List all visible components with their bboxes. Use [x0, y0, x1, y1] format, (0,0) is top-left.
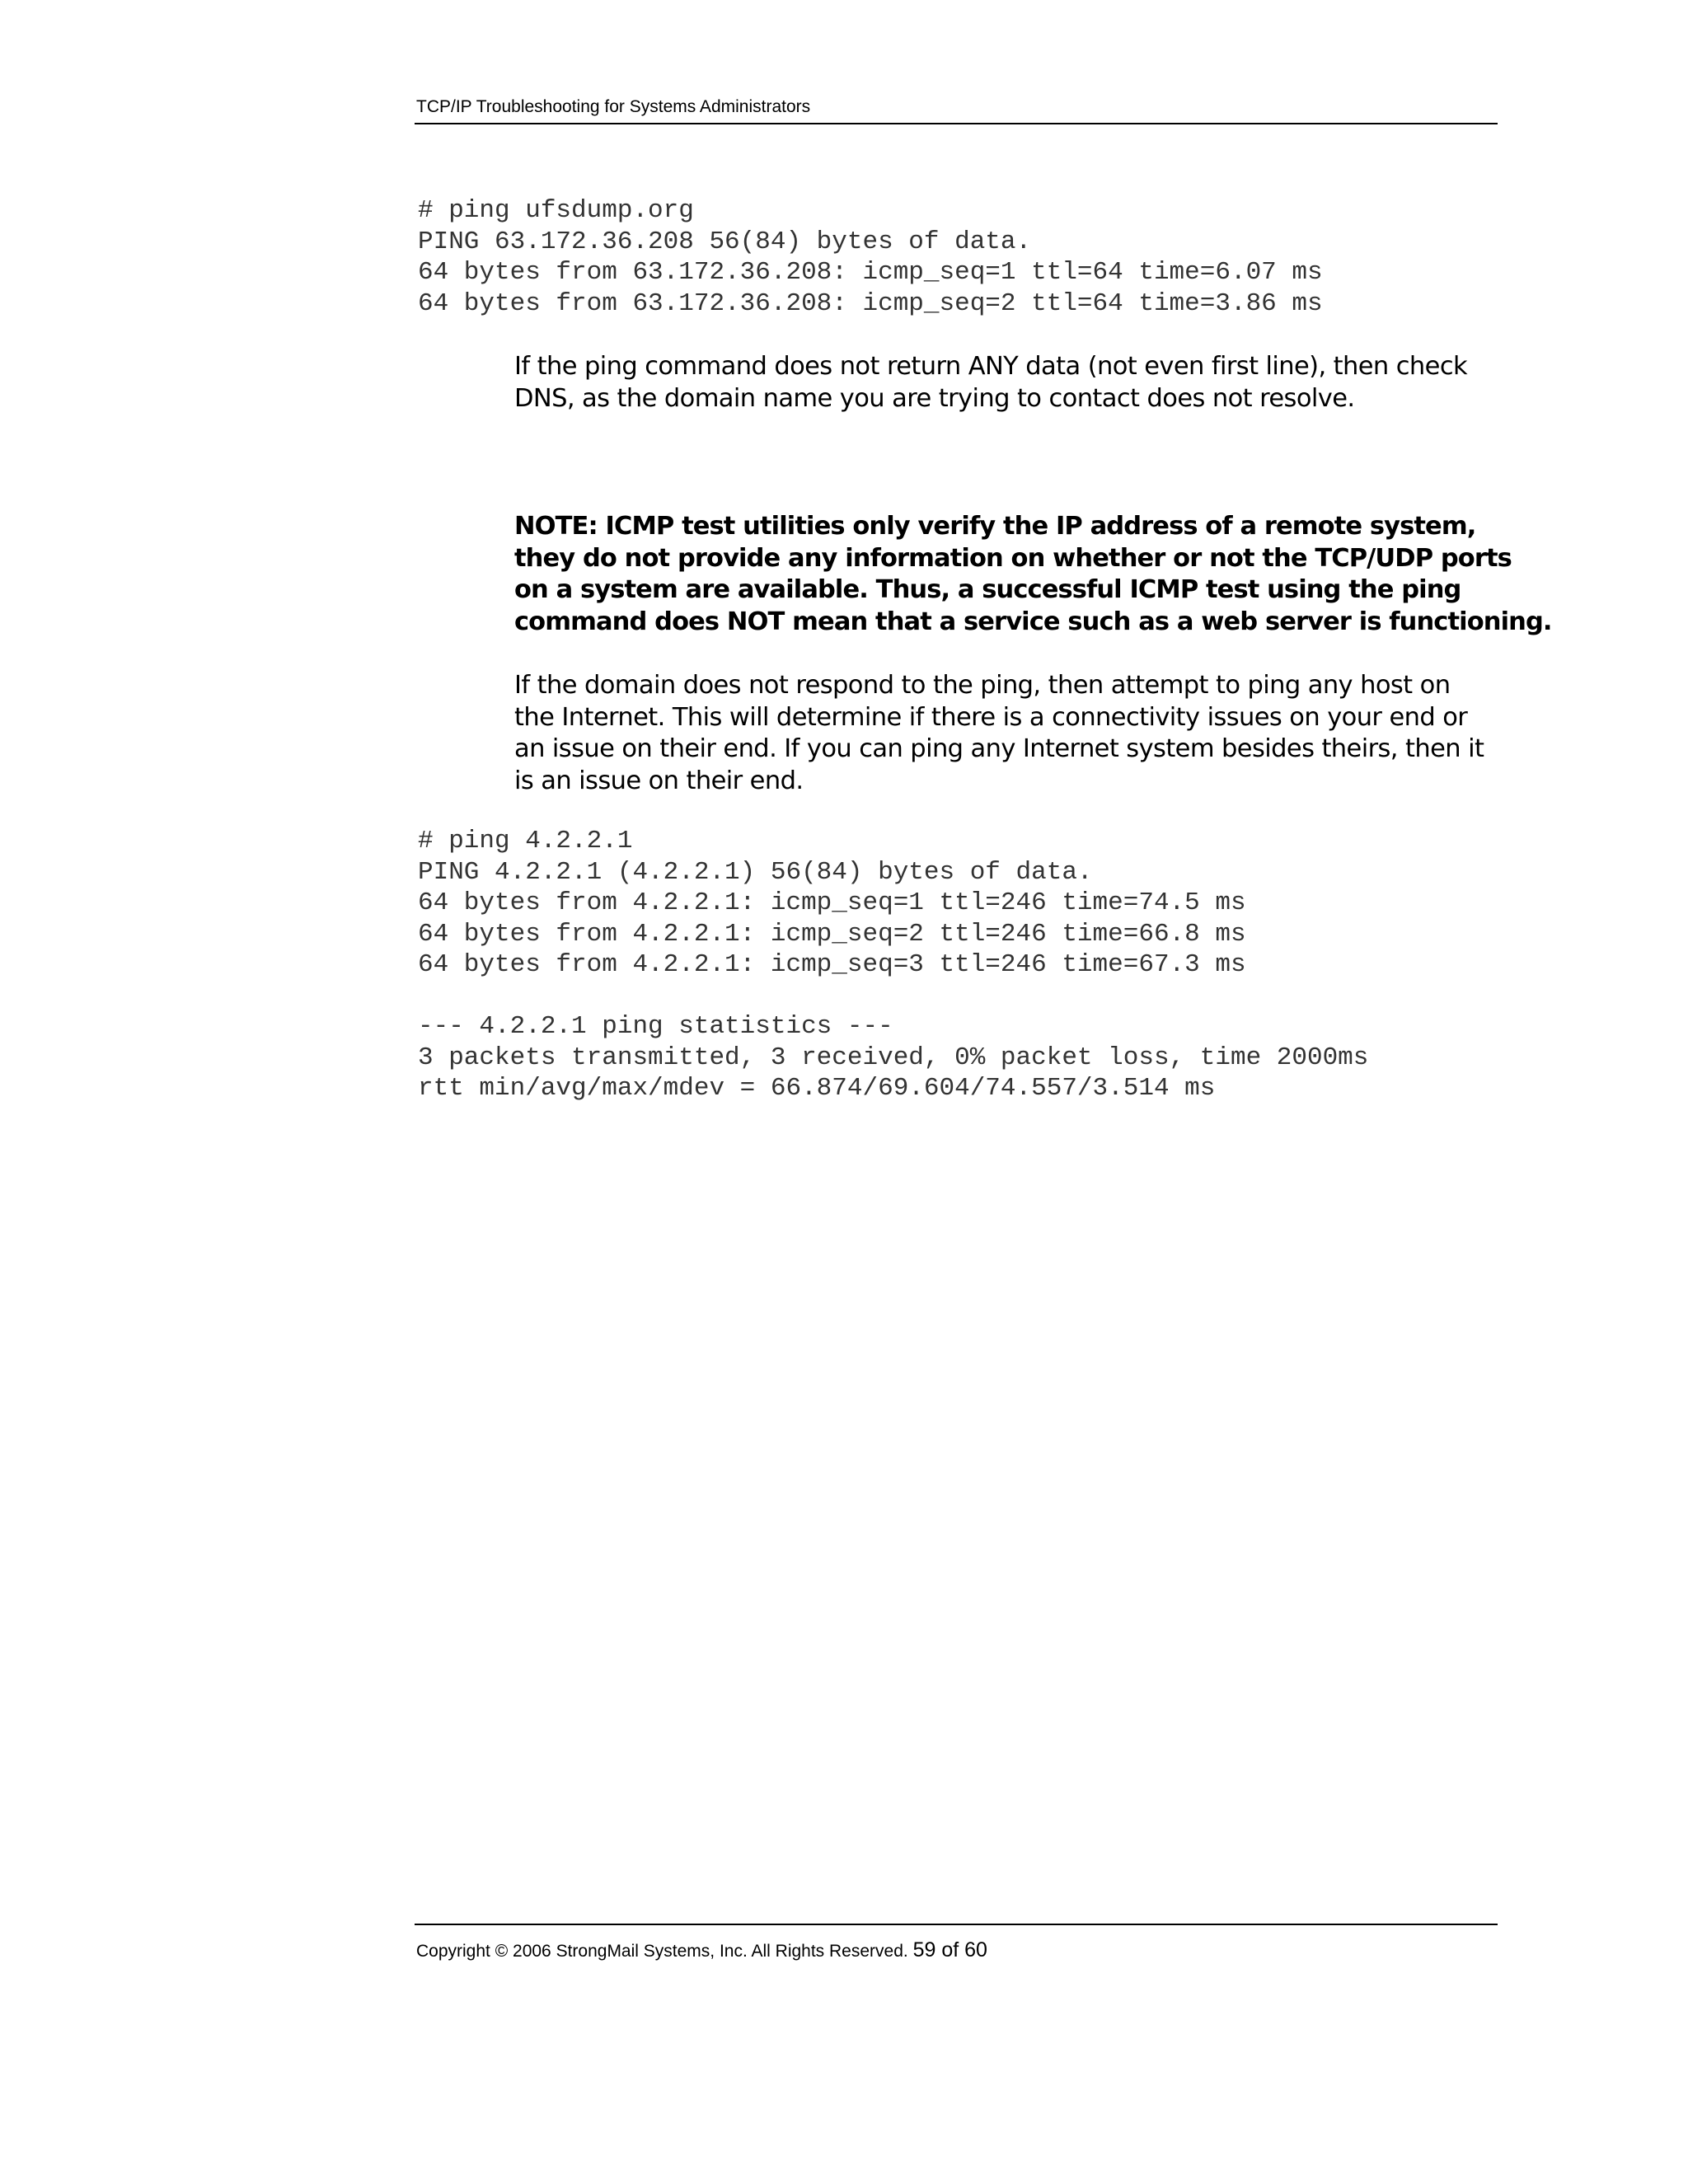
footer-divider — [415, 1924, 1498, 1925]
text-line: If the ping command does not return ANY data (not even first line), then check — [514, 352, 1468, 381]
text-line: they do not provide any information on whether or not the TCP/UDP ports — [514, 543, 1512, 573]
code-line: # ping ufsdump.org — [418, 196, 694, 225]
code-line: 64 bytes from 4.2.2.1: icmp_seq=2 ttl=246 time=66.8 ms — [418, 919, 1246, 949]
ping-ufsdump-output — [418, 195, 1323, 319]
code-line: rtt min/avg/max/mdev = 66.874/69.604/74.557/3.514 ms — [418, 1074, 1216, 1103]
document-title: TCP/IP Troubleshooting for Systems Administrators — [416, 97, 811, 116]
text-line: the Internet. This will determine if there is a connectivity issues on your end or — [514, 702, 1468, 732]
text-line: an issue on their end. If you can ping any Internet system besides theirs, then it — [514, 734, 1484, 763]
text-line: on a system are available. Thus, a successful ICMP test using the ping — [514, 575, 1461, 604]
code-line: 3 packets transmitted, 3 received, 0% packet loss, time 2000ms — [418, 1043, 1369, 1072]
text-line: If the domain does not respond to the ping, then attempt to ping any host on — [514, 671, 1451, 700]
text-line: DNS, as the domain name you are trying to contact does not resolve. — [514, 383, 1355, 413]
code-line — [418, 981, 1368, 1012]
code-line: # ping 4.2.2.1 — [418, 827, 633, 855]
code-line: 64 bytes from 63.172.36.208: icmp_seq=2 ttl=64 time=3.86 ms — [418, 288, 1323, 318]
copyright-text: Copyright © 2006 StrongMail Systems, Inc. All Rights Reserved. — [416, 1942, 908, 1961]
code-line: PING 63.172.36.208 56(84) bytes of data. — [418, 227, 1032, 256]
text-line: is an issue on their end. — [514, 766, 804, 795]
code-line: --- 4.2.2.1 ping statistics --- — [418, 1012, 893, 1041]
code-line: 64 bytes from 63.172.36.208: icmp_seq=1 ttl=64 time=6.07 ms — [418, 258, 1323, 287]
page-footer — [416, 1938, 1496, 1963]
text-line: NOTE: ICMP test utilities only verify the IP address of a remote system, — [514, 512, 1476, 541]
page-header — [416, 97, 1496, 117]
text-line: command does NOT mean that a service such as a web server is functioning. — [514, 607, 1552, 636]
code-line: 64 bytes from 4.2.2.1: icmp_seq=1 ttl=246 time=74.5 ms — [418, 888, 1246, 917]
code-line: PING 4.2.2.1 (4.2.2.1) 56(84) bytes of data. — [418, 857, 1093, 887]
code-line: 64 bytes from 4.2.2.1: icmp_seq=3 ttl=246 time=67.3 ms — [418, 950, 1246, 979]
page-number: 59 of 60 — [912, 1938, 987, 1961]
header-divider — [415, 123, 1498, 124]
ping-4-2-2-1-output — [418, 826, 1368, 1104]
connectivity-paragraph — [514, 670, 1503, 797]
icmp-note — [514, 511, 1552, 638]
dns-check-paragraph — [514, 351, 1503, 415]
